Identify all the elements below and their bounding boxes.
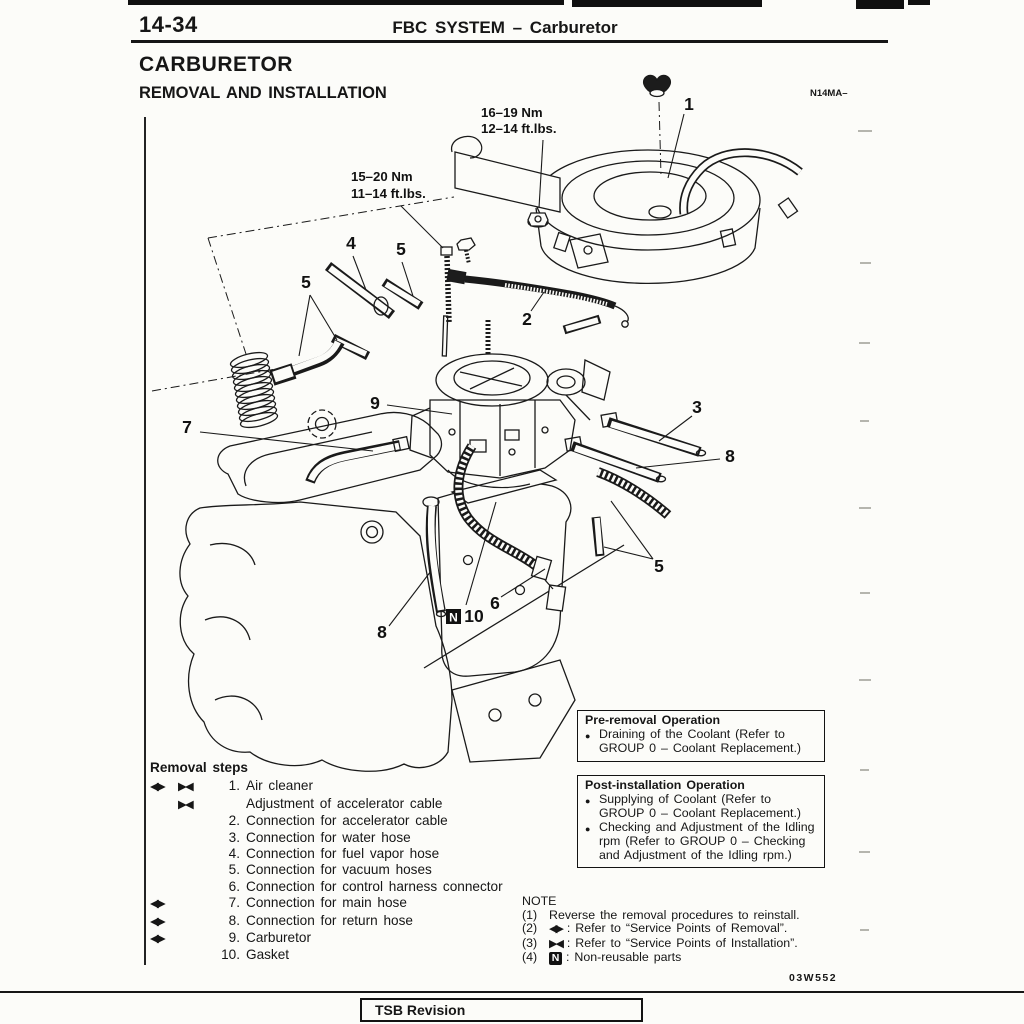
step-number: 4. [228,846,240,862]
torque-label: 11–14 ft.lbs. [351,186,426,201]
pre-removal-box [577,710,825,762]
air-cleaner [452,136,800,283]
step-row [150,830,590,846]
note-text: : Non-reusable parts [566,950,682,964]
note-number: (3) [522,935,538,950]
step-number: 1. [228,778,240,794]
bullet-icon: ● [585,823,591,834]
note-heading: NOTE [522,894,557,908]
step-row [150,796,590,813]
spring [229,350,279,431]
control-harness [458,446,565,611]
step-label: Connection for main hose [246,895,407,911]
step-number: 8. [228,912,240,928]
step-number: 6. [228,878,240,894]
note-line [522,922,874,937]
operation-text: Supplying of Coolant (Refer to GROUP 0 – Coolant Replacement.) [599,791,802,820]
page-subtitle: REMOVAL AND INSTALLATION [139,84,387,102]
note-number: (4) [522,950,538,964]
note-text: : Refer to “Service Points of Removal”. [566,921,788,935]
wing-bolt [644,75,671,96]
note-number: (1) [522,907,538,922]
torque-label: 12–14 ft.lbs. [481,121,557,136]
step-label: Gasket [246,947,290,963]
operation-text: Draining of the Coolant (Refer to GROUP 0 – Coolant Replacement.) [599,726,802,755]
step-row [150,862,590,878]
installation-symbol: ▶◀ [549,937,562,950]
step-label: Connection for return hose [246,912,413,928]
callout-5: 5 [654,556,664,576]
callout-8: 8 [725,446,735,466]
callout-5: 5 [301,272,311,292]
page-number: 14-34 [139,12,198,37]
flange-nut [528,213,548,227]
tsb-revision-box [360,998,643,1022]
removal-symbol: ◀▶ [150,781,164,794]
callout-7: 7 [182,417,192,437]
step-label: Connection for fuel vapor hose [246,846,440,862]
pre-removal-heading: Pre-removal Operation [585,713,721,727]
post-installation-heading: Post-installation Operation [585,778,745,792]
step-number: 9. [228,930,240,946]
installation-symbol: ▶◀ [178,781,192,794]
callout-10: 10 [464,606,484,626]
accelerator-cable [447,270,628,328]
step-row [150,879,590,895]
step-number: 5. [228,862,240,878]
return-hose [423,497,446,617]
non-reusable-marker [446,606,484,626]
callout-9: 9 [370,393,380,413]
operation-item [585,821,818,863]
footer-rule [0,991,1024,993]
removal-symbol: ◀▶ [150,915,164,928]
note-line [522,937,874,952]
step-label: Connection for control harness connector [246,878,503,894]
carburetor [410,316,610,488]
water-hose [565,413,705,482]
bullet-icon: ● [585,795,591,806]
scan-dashes [858,131,872,930]
step-label: Connection for water hose [246,829,411,845]
callout-6: 6 [490,593,500,613]
section-title: FBC SYSTEM – Carburetor [392,18,618,37]
note-text: Reverse the removal procedures to reinstall. [549,907,800,922]
callout-3: 3 [692,397,702,417]
step-label: Connection for vacuum hoses [246,862,432,878]
non-reusable-n: N [449,610,458,625]
step-label: Adjustment of accelerator cable [246,795,443,811]
non-reusable-icon: N [549,952,562,965]
removal-symbol: ◀▶ [150,898,164,911]
callout-4: 4 [346,233,356,253]
operation-text: Checking and Adjustment of the Idling rpm (Refer to GROUP 0 – Checking and Adjustment of the Idling rpm.) [599,819,815,862]
note-text: : Refer to “Service Points of Installation”. [566,935,798,950]
step-row [150,846,590,862]
operation-item [585,728,818,756]
step-row [150,778,590,795]
page-title: CARBURETOR [139,53,293,76]
removal-symbol: ◀▶ [549,923,562,935]
figure-code: 03W552 [789,972,838,984]
callout-2: 2 [522,309,532,329]
removal-steps-heading: Removal steps [150,760,248,775]
gasket [452,470,556,503]
installation-symbol: ▶◀ [178,798,192,811]
torque-label: 16–19 Nm [481,105,543,120]
step-number: 7. [228,895,240,911]
step-number: 10. [221,947,240,963]
step-label: Carburetor [246,930,311,946]
step-label: Connection for accelerator cable [246,813,448,829]
main-hose [310,437,409,482]
callout-5: 5 [396,239,406,259]
centerlines [152,102,661,391]
operation-item [585,793,818,821]
step-number: 3. [228,829,240,845]
torque-label: 15–20 Nm [351,169,413,184]
callout-8: 8 [377,622,387,642]
note-block [522,895,874,965]
note-line [522,909,874,923]
step-number: 2. [228,813,240,829]
vacuum-and-vapor-hoses [272,266,421,378]
note-number: (2) [522,921,538,935]
removal-symbol: ◀▶ [150,933,164,946]
post-installation-box [577,775,825,868]
tsb-revision-label: TSB Revision [375,1002,466,1018]
callout-1: 1 [684,94,694,114]
note-line [522,951,874,965]
bullet-icon: ● [585,730,591,741]
doc-code: N14MA– [810,88,848,99]
step-row [150,813,590,829]
step-label: Air cleaner [246,778,313,794]
